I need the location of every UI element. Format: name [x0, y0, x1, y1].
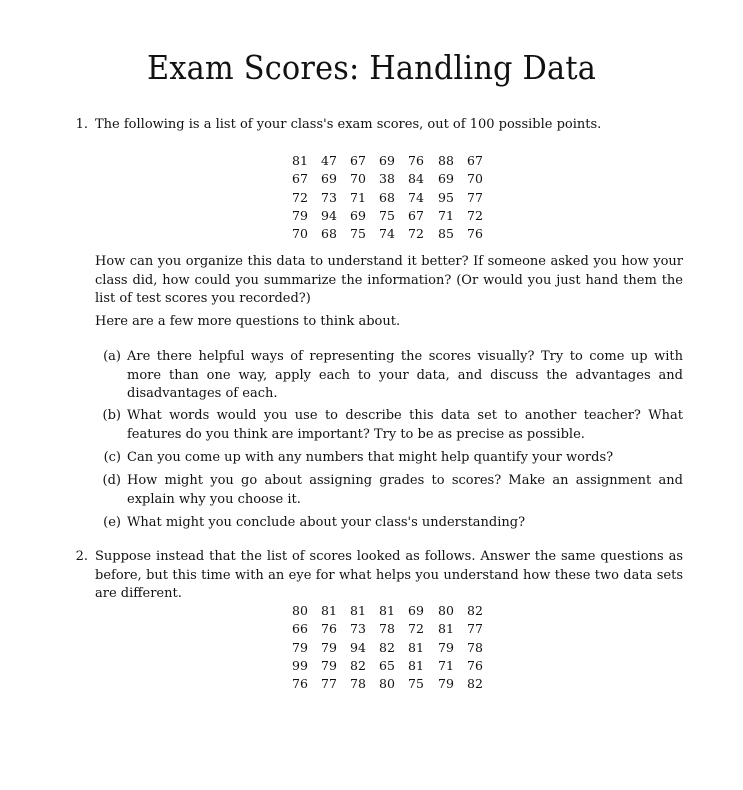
score-cell: 99 — [292, 657, 308, 673]
score-cell: 72 — [408, 226, 424, 242]
score-cell: 78 — [379, 621, 395, 637]
question-2-number: 2. — [75, 549, 88, 564]
subquestion-c-label: (c) — [103, 450, 121, 465]
score-cell: 76 — [321, 621, 337, 637]
score-cell: 68 — [379, 189, 395, 205]
score-cell: 69 — [350, 207, 366, 223]
score-cell: 67 — [408, 207, 424, 223]
score-cell: 75 — [408, 676, 424, 692]
score-cell: 80 — [379, 676, 395, 692]
score-cell: 72 — [467, 207, 483, 223]
score-cell: 79 — [292, 207, 308, 223]
score-cell: 82 — [379, 639, 395, 655]
score-cell: 82 — [467, 603, 483, 618]
subquestion-b-text: What words would you use to describe this data set to another teacher? What features do you think are important? Try to be as precise as possible. — [127, 408, 683, 442]
score-cell: 79 — [321, 657, 337, 673]
score-cell: 79 — [438, 676, 454, 692]
score-cell: 74 — [408, 189, 424, 205]
score-cell: 69 — [408, 603, 424, 618]
score-row — [0, 189, 743, 207]
score-cell: 94 — [350, 639, 366, 655]
score-cell: 75 — [379, 207, 395, 223]
subquestion-d-text: How might you go about assigning grades to scores? Make an assignment and explain why you choose it. — [127, 473, 683, 507]
score-cell: 76 — [467, 226, 483, 242]
score-row — [0, 602, 743, 620]
score-cell: 77 — [467, 189, 483, 205]
score-cell: 38 — [379, 171, 395, 187]
score-cell: 71 — [438, 207, 454, 223]
score-cell: 81 — [379, 603, 395, 618]
score-cell: 72 — [408, 621, 424, 637]
score-cell: 81 — [292, 153, 308, 168]
score-cell: 81 — [350, 603, 366, 618]
subquestion-d-label: (d) — [102, 473, 121, 488]
score-cell: 70 — [350, 171, 366, 187]
score-cell: 68 — [321, 226, 337, 242]
score-cell: 82 — [467, 676, 483, 692]
score-cell: 79 — [292, 639, 308, 655]
subquestion-b-label: (b) — [102, 408, 121, 423]
score-cell: 95 — [438, 189, 454, 205]
score-row — [0, 675, 743, 693]
score-cell: 78 — [350, 676, 366, 692]
score-cell: 73 — [350, 621, 366, 637]
subquestion-e-text: What might you conclude about your class's understanding? — [127, 515, 526, 530]
score-row — [0, 152, 743, 170]
score-cell: 79 — [438, 639, 454, 655]
score-cell: 77 — [467, 621, 483, 637]
score-cell: 67 — [467, 153, 483, 168]
score-cell: 80 — [292, 603, 308, 618]
score-cell: 69 — [321, 171, 337, 187]
score-cell: 72 — [292, 189, 308, 205]
score-cell: 65 — [379, 657, 395, 673]
question-1-more-questions: Here are a few more questions to think about. — [95, 314, 401, 329]
score-row — [0, 170, 743, 188]
question-1-number: 1. — [75, 117, 88, 132]
score-cell: 76 — [408, 153, 424, 168]
score-cell: 77 — [321, 676, 337, 692]
score-cell: 85 — [438, 226, 454, 242]
subquestion-e-label: (e) — [103, 515, 121, 530]
score-cell: 67 — [292, 171, 308, 187]
score-cell: 81 — [438, 621, 454, 637]
score-cell: 75 — [350, 226, 366, 242]
page-title: Exam Scores: Handling Data — [146, 48, 596, 87]
score-cell: 79 — [321, 639, 337, 655]
score-cell: 69 — [379, 153, 395, 168]
score-cell: 47 — [321, 153, 337, 168]
subquestion-a-text: Are there helpful ways of representing the scores visually? Try to come up with more than one way, apply each to your data, and discuss the advantages and disadvantages of each. — [127, 349, 683, 401]
score-cell: 70 — [292, 226, 308, 242]
question-1-organize-paragraph: How can you organize this data to understand it better? If someone asked you how your class did, how could you summarize the information? (Or would you just hand them the list of test scores you recorded?) — [95, 254, 683, 306]
score-cell: 88 — [438, 153, 454, 168]
score-cell: 76 — [467, 657, 483, 673]
score-cell: 81 — [408, 657, 424, 673]
score-cell: 66 — [292, 621, 308, 637]
score-row — [0, 639, 743, 657]
score-row — [0, 225, 743, 243]
score-cell: 94 — [321, 207, 337, 223]
subquestion-c-text: Can you come up with any numbers that might help quantify your words? — [127, 450, 614, 465]
score-cell: 76 — [292, 676, 308, 692]
score-row — [0, 657, 743, 675]
question-1-intro: The following is a list of your class's exam scores, out of 100 possible points. — [95, 117, 602, 132]
question-2-intro: Suppose instead that the list of scores looked as follows. Answer the same questions as before, but this time with an eye for what helps you understand how these two data sets are different. — [95, 549, 683, 601]
score-row — [0, 207, 743, 225]
subquestion-a-label: (a) — [103, 349, 121, 364]
score-cell: 74 — [379, 226, 395, 242]
score-cell: 69 — [438, 171, 454, 187]
score-cell: 78 — [467, 639, 483, 655]
score-cell: 70 — [467, 171, 483, 187]
score-cell: 67 — [350, 153, 366, 168]
score-cell: 81 — [408, 639, 424, 655]
score-cell: 71 — [350, 189, 366, 205]
score-cell: 73 — [321, 189, 337, 205]
score-cell: 82 — [350, 657, 366, 673]
score-row — [0, 620, 743, 638]
score-cell: 80 — [438, 603, 454, 618]
score-cell: 81 — [321, 603, 337, 618]
score-cell: 84 — [408, 171, 424, 187]
score-cell: 71 — [438, 657, 454, 673]
